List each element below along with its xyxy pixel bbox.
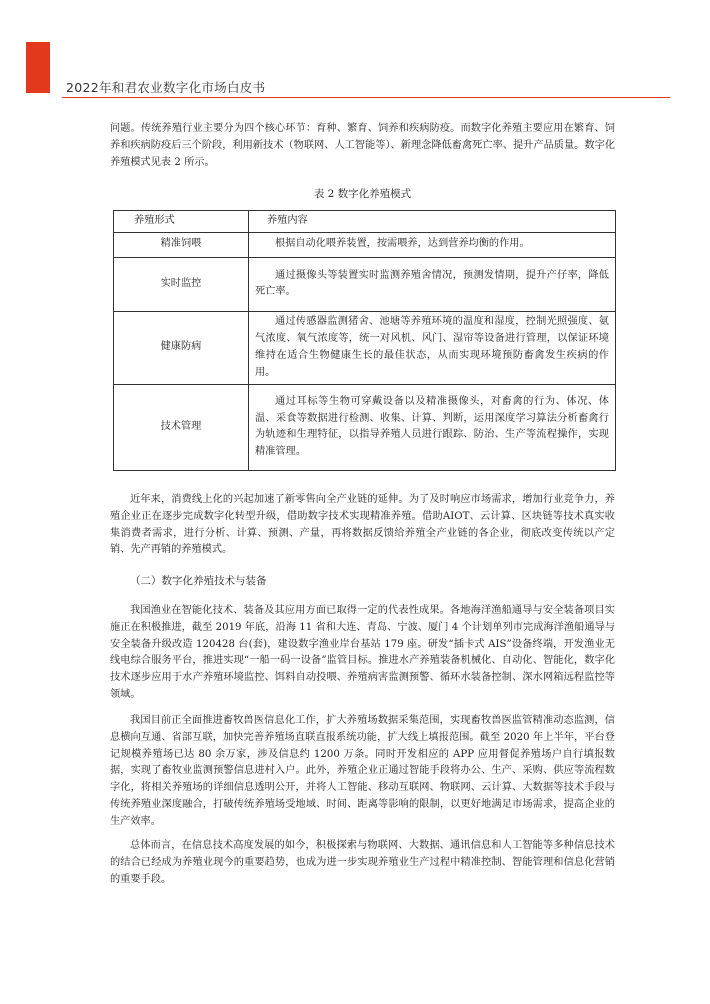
table-row (114, 384, 616, 470)
paragraph-consumption: 近年来，消费线上化的兴起加速了新零售向全产业链的延伸。为了及时响应市场需求，增加行业竞争力，养殖企业正在逐步完成数字化转型升级，借助数字技术实现精准养殖。借助AIOT、云计算、区块链等技术真实收集消费者需求，进行分析、计算、预测、产量，再将数据反馈给养殖全产业链的各企业，彻底改变传统以产定销、先产再销的养殖模式。 (110, 494, 615, 556)
intro-section (110, 121, 615, 171)
paragraph-summary: 总体而言，在信息技术高度发展的如今，积极探索与物联网、大数据、通讯信息和人工智能等多种信息技术的结合已经成为养殖业现今的重要趋势，也成为进一步实现养殖业生产过程中精准控制、智能管理和信息化营销的重要手段。 (110, 840, 615, 885)
table-cell-form: 健康防病 (114, 311, 249, 384)
header-divider (62, 97, 670, 98)
table-header-content: 养殖内容 (249, 211, 616, 233)
section-paragraph-3 (110, 713, 615, 831)
header-accent-bar (26, 42, 50, 93)
intro-paragraph: 问题。传统养殖行业主要分为四个核心环节：育种、繁育、饲养和疾病防疫。而数字化养殖主要应用在繁育、饲养和疾病防疫后三个阶段，利用新技术（物联网、人工智能等）、新理念降低畜禽死亡率、提升产品质量。数字化养殖模式见表 2 所示。 (110, 123, 615, 168)
breeding-mode-table (113, 210, 616, 471)
table-cell-content: 根据自动化喂养装置，按需喂养，达到营养均衡的作用。 (249, 232, 616, 257)
table-cell-form: 精准饲喂 (114, 232, 249, 257)
table-row (114, 232, 616, 257)
paragraph-fishery: 我国渔业在智能化技术、装备及其应用方面已取得一定的代表性成果。各地海洋渔船通导与安全装备项目实施正在积极推进，截至 2019 年底，沿海 11 省和大连、青岛、宁波、厦门 4 个计划单列市完成海洋渔船通导与安全装备升级改造 120428 台(套)，建设数字渔业岸台基站 179 座。研发“插卡式 AIS”设备终端，开发渔业无线电综合服务平台，推进实现“一船一码一设备”监管目标。推进水产养殖装备机械化、自动化、智能化，数字化技术逐步应用于水产养殖环境监控、饵料自动投喂、养殖病害监测预警、循环水装备控制、深水网箱远程监控等领域。 (110, 605, 615, 700)
table-cell-form: 技术管理 (114, 384, 249, 470)
table-cell-content: 通过耳标等生物可穿戴设备以及精准摄像头，对畜禽的行为、体况、体温、采食等数据进行检测、收集、计算、判断，运用深度学习算法分析畜禽行为轨迹和生理特征，以指导养殖人员进行跟踪、防治、生产等流程操作，实现精准管理。 (249, 384, 616, 470)
table-row (114, 257, 616, 311)
paragraph-livestock: 我国目前正全面推进畜牧兽医信息化工作，扩大养殖场数据采集范围，实现畜牧兽医监管精准动态监测，信息横向互通、省部互联，加快完善养殖场直联直报系统功能，扩大线上填报范围。截至 2020 年上半年，平台登记规模养殖场已达 80 余万家，涉及信息约 1200 万条。同时开发相应的 APP 应用督促养殖场户自行填报数据，实现了畜牧业监测预警信息进村入户。此外，养殖企业正通过智能手段将办公、生产、采购、供应等流程数字化，将相关养殖场的详细信息透明公开，并将人工智能、移动互联网、物联网、云计算、大数据等技术手段与传统养殖业深度融合，打破传统养殖场受地域、时间、距离等影响的限制，以更好地满足市场需求，提高企业的生产效率。 (110, 715, 615, 827)
table-cell-form: 实时监控 (114, 257, 249, 311)
section-paragraph-2 (110, 603, 615, 704)
section-subheading: （二）数字化养殖技术与装备 (130, 575, 267, 587)
table-row (114, 311, 616, 384)
table-header-form: 养殖形式 (114, 211, 249, 233)
section-paragraph-4 (110, 838, 615, 888)
table-cell-content: 通过摄像头等装置实时监测养殖舍情况，预测发情期，提升产仔率，降低死亡率。 (249, 257, 616, 311)
table-header-row (114, 211, 616, 233)
table-cell-content: 通过传感器监测猪舍、池塘等养殖环境的温度和湿度，控制光照强度、氨气浓度、氧气浓度等，统一对风机、风门、湿帘等设备进行管理，以保证环境维持在适合生物健康生长的最佳状态，从而实现环境预防畜禽发生疾病的作用。 (249, 311, 616, 384)
table-caption: 表 2 数字化养殖模式 (313, 188, 412, 200)
header-title: 2022年和君农业数字化市场白皮书 (66, 80, 266, 95)
section-paragraph-1 (110, 492, 615, 559)
